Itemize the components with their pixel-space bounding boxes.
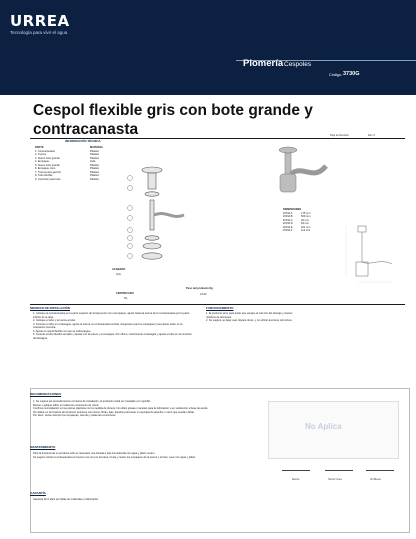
no-aplica-placeholder: No Aplica [305,422,342,431]
tailpiece-part [150,200,154,230]
parts-rows [35,150,132,182]
recomendaciones-text [33,400,265,418]
dimension-row-cell: ZONA E [283,225,293,229]
dimension-row-cell: 421 mm [301,225,311,229]
acabado-label: ACABADO [112,268,126,271]
callout-1 [128,176,133,181]
peso-value: 0.142 [200,293,207,296]
signature-line-3 [366,470,394,471]
product-code: 3730G [343,71,360,77]
drawing-trap [356,262,368,276]
parts-row-cell: 6. Empaque cono [35,167,56,170]
recomendacion-line: Por favor, revise siempre los empaques, tuercas y todas las conexiones. [33,414,117,417]
certificado-label: CERTIFICADO [116,292,134,295]
garantia-heading: GARANTÍA [30,491,46,495]
subcategory-label: Cespoles [284,61,312,68]
recomendacion-line: Confirme la instalación en las piezas plásticas con la medida de dureza. No utilice grasas ni aceites para la lubricación o en sustitución a base de aceite. [33,407,209,410]
col-parte: PARTE [35,146,44,149]
page-title: Cespol flexible gris con bote grande y contracanasta [33,102,313,138]
photo-trap [280,174,296,192]
category-label: Plomería [243,58,284,69]
mantenimiento-line: Para la limpieza de su producto sólo es necesario una franela o tela humedecida con agua y jabón neutro. [33,452,156,455]
dimension-rows [283,212,343,233]
parts-row-cell: Plástico [90,153,100,156]
parts-row-cell: 1. Contracanasta [35,149,55,153]
dimension-row-cell: ZONA D [283,222,293,225]
parts-row-cell: Plástico [90,177,100,181]
photo-strainer [279,147,297,153]
dimension-drawing [340,222,410,290]
certificado-value: No [124,297,128,300]
exploded-diagram [122,160,202,280]
funcionamiento-heading: FUNCIONAMIENTO [206,306,234,310]
recomendaciones-heading: RECOMENDACIONES [30,392,62,396]
parts-row-cell: Hule [90,160,96,163]
dimension-row-cell: ZONA C [283,218,293,222]
dimensions-table [283,208,343,233]
product-photo [268,144,338,206]
garantia-text [33,498,265,502]
trap-nut-part [142,253,162,259]
header-banner [0,0,416,95]
medidas-line: 3. Conecte el tubo en el desagüe, ajuste la tuerca, la contracanasta al bote. Asegúrese que los empaques y las piezas estén en la colocación correcta. [33,322,183,329]
dimension-row-cell: ZONA B [283,215,293,218]
parts-row-cell: Plástico [90,167,100,170]
dimension-row-cell: 93 mm [301,222,309,225]
callout-6 [128,236,133,241]
code-label: Código: [329,73,343,77]
callout-4 [128,216,133,221]
funcionamiento-text [206,312,296,323]
medidas-line: 4. Ajuste el cespol flexible sin que se sobrecargue. [33,329,92,333]
info-tecnica-heading: INFORMACIÓN TÉCNICA [65,139,101,143]
gasket-part [143,243,161,249]
medidas-line: 2. Coloque el tubo y la tuerca al tubo. [33,319,76,322]
flexible-hose-part [154,214,184,217]
dimension-row-cell: ZONA F [283,229,293,232]
parts-row [35,178,132,182]
section-divider [30,304,405,305]
parts-row-cell: Plástico [90,149,100,153]
parts-row-cell: 8. Tubo flexible [35,174,53,177]
strainer-body-part [148,173,156,189]
brand-logo: URREA [10,12,70,30]
signature-label-2: Hecho Urrea [328,478,342,481]
acabado-value: Gris [116,273,121,276]
parts-row-cell: 9. Conexión para bote [35,177,61,181]
callout-3 [128,206,133,211]
dimension-row-cell: 175 mm [301,211,311,215]
mantenimiento-heading: MANTENIMIENTO [30,445,56,449]
dimension-row-cell: 92 mm [301,218,309,222]
garantia-line: Garantía de 5 años por fallas de materiales o fabricación. [33,498,99,501]
parts-row-cell: Plástico [90,163,100,167]
parts-table [35,146,132,181]
dimension-row-cell: 113 mm [301,229,311,232]
recomendacion-line: 1. Se sugiere los procedimientos correctos de instalación, el producto podrá ser instalado con tupinillo. [33,400,151,403]
signature-line-1 [282,470,310,471]
parts-row-cell: 2. Tuerca [35,153,46,156]
drawing-strainer [358,226,366,232]
dimensions-heading: DIMENSIONES [283,208,302,211]
parts-row-cell: 5. Sueco tubo grande [35,163,60,167]
mantenimiento-line: Se sugiere retirar la contracanasta al menos una vez por semana, limpie y revise los empaques de la tuerca y el bote. Lave con agua y jabón. [33,455,196,459]
dimension-row [283,229,343,233]
callout-2 [128,186,133,191]
signature-line-2 [325,470,353,471]
callout-7 [128,244,133,249]
parts-row-cell: 4. Empaque [35,160,49,163]
col-material: MATERIAL [90,146,104,149]
medidas-heading: MEDIDAS DE INSTALACIÓN [30,306,70,310]
recomendacion-line: No utilizar en la limpieza del producto químicos corrosivos, fibras, lijas, líquidos para lavar ni esponjas de alambre u otros que puedan dañar. [33,410,195,414]
medidas-line: 5. Cuando el tubo flexible armado y ajustar con la tuerca y el empaque. Por último, interconecte el desagüe y ajuste el tubo en la conexión del desagüe. [33,333,192,340]
parts-row-cell: 7. Tuerca para gancho [35,170,61,174]
signature-label-1: Revisó [292,478,300,481]
parts-row-cell: Plástico [90,156,100,160]
parts-row-cell: 3. Sueco tubo grande [35,156,60,160]
meta-left: Hoja de Revisión [330,134,349,137]
photo-hose [291,166,326,174]
contracanasta-part [142,167,162,173]
funcionamiento-line: 1. El producto sirve para evitar que escape el mal olor del drenaje y retener residuos de alimentos. [206,312,293,319]
parts-row-cell: Plástico [90,174,100,177]
recomendacion-line: Revise y aplique teflón en todas las conexiones de rosca. [33,403,100,407]
medidas-instructions [33,312,193,340]
callout-8 [128,254,133,259]
dimension-row-cell: ZONA A [283,211,293,215]
signature-label-3: Vio Bueno [370,478,381,481]
mantenimiento-text [33,452,265,459]
meta-right: Rev. 0 [368,134,376,137]
nut-part [145,192,159,196]
medidas-line: 1. Coloque la contracanasta en la parte superior de la tarja junto con el empaque, ajuste hasta la tuerca de la contracanasta por la parte inferior de la tarja. [33,312,190,319]
brand-tagline: Tecnología para vivir el agua [10,30,68,35]
parts-row-cell: Plástico [90,170,100,174]
funcionamiento-line: 2. Se sugiere no dejar caer objetos duros, y no utilizar químicos corrosivos. [206,319,293,322]
callout-5 [128,228,133,233]
washer-part [145,236,159,240]
dimension-row-cell: 500 mm [301,215,311,218]
peso-label: Peso del producto Kg [186,287,213,290]
